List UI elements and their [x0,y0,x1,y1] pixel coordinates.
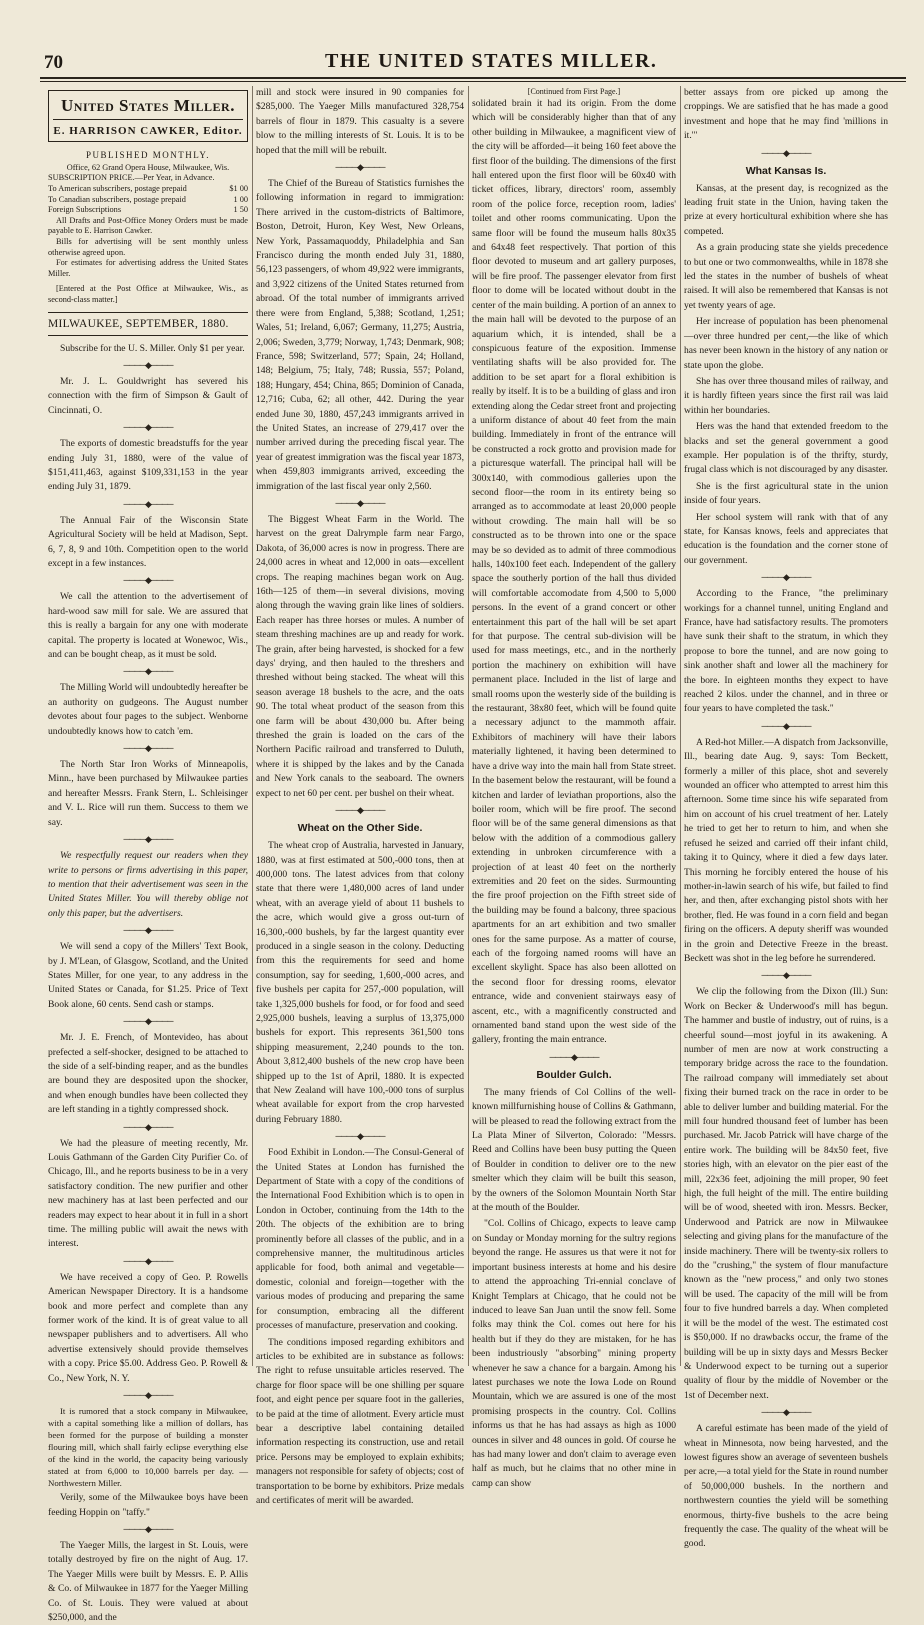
page-number: 70 [44,52,63,73]
paragraph: The North Star Iron Works of Minneapolis, Minn., have been purchased by Milwaukee parties and hereafter Messrs. Frank Stern, L. Schleisinger and V. L. Rice will run them. Success to them we say. [48,759,248,828]
price-row-foreign [48,205,248,216]
separator-ornament [48,1014,248,1028]
price-value: 1 00 [233,194,248,204]
paragraph: solidated brain it had its origin. From the dome which will be considerably higher than that of any other building in Milwaukee, a magnificent view of the city will be afforded—it being 160 feet above the first floor of the building. The dimensions of the first hall entered upon the first floor will be 60x40 with ticket offices, library, directors' room, assembly room of the police force, reception room, ladies' toilet and other rooms communicating. Upon the same floor will be found the museum halls 80x35 and 64x48 feet respectively. That portion of this floor devoted to museum and art gallery purposes, will be fire proof. The passenger elevator from first floor to dome will be located without doubt in the center of the main building. A portion of an annex to the main hall will be devoted to the purpose of an aquarium which, it is intended, shall be a conspicuous feature of the exposition. Immense ventilating shafts will be also provided for. The addition to be set apart for a floral exhibition is really by itself. It is to be a building of glass and iron extending along the Cedar street front and projecting a uniform distance of about 40 feet from the main building. Immediately in front of the entrance will be constructed a rock grotto and provision made for a picturesque waterfall. The principal hall will be 300x140, with commodious galleries upon the second floor—the room in its entirety being so arranged as to accommodate at least 20,000 people without crowding. The main hall will be so constructed as to be thrown into one or the space may be so devided as to admit of three commodious halls, 140x100 feet each. Independent of the gallery space the southerly portion of the hall thus divided will comfortable accomodate from 4,500 to 5,000 persons. In the event of a grand concert or other entertainment this part of the hall will be set apart for that purpose. The central sub-division will be used for mass meetings, etc., and in the northerly portion the machinery on exhibition will have permanent place. Included in the list of large and small rooms upon the westerly side of the building is the restaurant, 38x80 feet, which will be found quite a necessary adjunct to the mammoth affair. Exhibitors of machinery will have their labors materially lightened, it having been determined to have a drive way into the main hall from State street. In the basement below the restaurant, will be found a kitchen and larder of leviathan proportions, also the boiler room, which will be fire proof. The second floor will be of the same general dimensions as that below with the addition of a commodious gallery extending in unbroken circumference with a projection of at least 40 feet on the northerly extremities and 20 feet on the sides. Surmounting the fire proof projection on the Fifth street side of the building may be found a balcony, three spacious apartments for an art exhibition and two smaller ones for the same purpose. As a matter of course, each of the forgoing named rooms will have an excellent skylight. Space has also been allotted on the second floor for dressing rooms, elevator entrance, wide and convenient stairways easy of ascent, etc., with a magnificently constructed and ornamented band stand upon the west side of the gallery, fronting the main entrance. [472,98,676,1046]
paragraph: The Milling World will undoubtedly hereafter be an authority on gudgeons. The August number devotes about four pages to the subject. Wenborne undoubtedly knows how to catch 'em. [48,682,248,737]
italic-notice [48,849,248,921]
published-line: PUBLISHED MONTHLY. [86,150,210,161]
section-heading: Wheat on the Other Side. [297,822,423,835]
price-row-canada [48,195,248,206]
notice: Bills for advertising will be sent monthly unless otherwise agreed upon. [48,236,248,257]
paragraph: We will send a copy of the Millers' Text Book, by J. M'Lean, of Glasgow, Scotland, and the United States Miller, for one year, to any address in the United States or Canada, for $1.25. Price of Text Book alone, 60 cents. Send cash or stamps. [48,941,248,1010]
column-3 [472,86,676,1489]
masthead: THE UNITED STATES MILLER. [325,50,658,72]
separator-ornament [48,664,248,678]
paragraph: mill and stock were insured in 90 companies for $285,000. The Yaeger Mills manufactured 328,754 barrels of flour in 1879. This casualty is a severe blow to the milling interests of St. Louis. It is to be hoped that the mill will be rebuilt. [256,87,464,156]
column-divider [680,86,681,1366]
paragraph: A Red-hot Miller.—A dispatch from Jacksonville, Ill., bearing date Aug. 9, says: Tom Beckett, formerly a miller of this place, shot and severely wounded an officer who attempted to arrest him this afternoon. Some time since his wife separated from him on account of his cruel treatment of her. Lately he tried to get her to return to him, and when she refused he seized and carried off their infant child, taking it to Quincy, where it died a few days later. This morning he forcibly entered the house of his mother-in-lawin search of his wife, but failed to find her, and then, after exchanging pistol shots with her brother, fled. He was found in a corn field and began firing on the officers. A deputy sheriff was wounded in the groin and Detective Freeze in the breast. Beckett was shot in the leg before he surrendered. [684,736,888,964]
continued-note: [Continued from First Page.] [527,87,621,96]
column-divider [252,86,253,1366]
paragraph: The Yaeger Mills, the largest in St. Louis, were totally destroyed by fire on the night of Aug. 17. The Yaeger Mills were built by Messrs. E. P. Allis & Co. of Milwaukee in 1877 for the Yaeger Milling Co. of St. Louis. They were valued at about $250,000, and the [48,1539,248,1623]
paragraph: The Annual Fair of the Wisconsin State Agricultural Society will be held at Madison, Sept. 6, 7, 8, 9 and 10th. Competition open to the world except in a few instances. [48,514,248,569]
paper-title: United States Miller. [53,95,243,120]
entered-notice: [Entered at the Post Office at Milwaukee, Wis., as second-class matter.] [48,284,248,304]
paragraph: We call the attention to the advertisement of hard-wood saw mill for sale. We are assured that this is really a bargain for any one with moderate capital. The property is located at Wonewoc, Wis., and can be bought cheap, as it must be sold. [48,591,248,661]
separator-ornament [256,803,464,817]
price-label: To American subscribers, postage prepaid [48,184,187,193]
column-divider [468,86,469,1366]
separator-ornament [256,496,464,510]
paragraph: Hers was the hand that extended freedom to the blacks and set the general government a good example. Her population is of the thrifty, sturdy, frugal class which is not discouraged by any disaster. [684,421,888,476]
separator-ornament [256,160,464,174]
paragraph: better assays from ore picked up among the croppings. We are satisfied that he has made a good investment and hope that he may find 'millions in it.'" [684,87,888,142]
separator-ornament [48,1120,248,1134]
header-rule-thin [40,81,906,82]
paragraph: As a grain producing state she yields precedence to but one or two commonwealths, while in 1878 she led the states in the number of bushels of wheat raised. It will also be remembered that Kansas is not yet twenty years of age. [684,242,888,311]
separator-ornament [684,570,888,584]
separator-ornament [48,923,248,937]
paragraph: Mr. J. E. French, of Montevideo, has about prefected a self-shocker, designed to be attached to the side of a self-binding reaper, and as the bundles are bound they are desposited upon the shocker, and when enough bundles have been collected they are left standing in a tightly compressed shock. [48,1032,248,1116]
paragraph: Kansas, at the present day, is recognized as the leading fruit state in the Union, having taken the prize at every horticultural exhibition where she has competed. [684,182,888,237]
price-value: 1 50 [233,205,248,215]
price-value: $1 00 [229,184,248,193]
separator-ornament [48,497,248,511]
price-label: Foreign Subscriptions [48,205,122,215]
paragraph: We clip the following from the Dixon (Ill.) Sun: Work on Becker & Underwood's mill has begun. The hammer and bustle of industry, out of ruins, is a cheerful sound—most joyful in its awakening. A number of men are now at work constructing a temporary bridge across the race to the foundation. The railroad company will immediately set about fixing their burned track on the race in order to be able to deliver lumber and building material. For the mill four hundred thousand feet of lumber has been purchased. Mr. Jacob Patrick will have charge of the entire work. The building will be 84x50 feet, five stories high, with an elevator on the pier east of the mill, 22x36 feet, adjoining the mill proper, 90 feet high, the full height of the mill. The entire building will be of wood, sheeted with iron. Messrs. Becker, Underwood and Patrick are now in Milwaukee selecting and giving plans for the manufacture of the inside machinery. There will be twenty-six rollers to do the "crushing," the system of flour manufacture known as the "new process," and only two stones will be used. The capacity of the mill will be from four to five hundred barrels a day. When completed it will be the model of the west. The estimated cost is $50,000. If no drawbacks occur, the frame of the building will be up in sixty days and Messrs Becker & Underwood expect to be turning out a superior quality of flour by the middle of November or the 1st of December next. [684,986,888,1401]
paragraph: We respectfully request our readers when they write to persons or firms advertising in this paper, to mention that their advertisement was seen in the United States Miller. You will thereby oblige not only this paper, but the advertisers. [48,850,248,919]
notice: For estimates for advertising address the United States Miller. [48,258,248,278]
separator-ornament [48,1254,248,1268]
separator-ornament [684,146,888,160]
paragraph: Mr. J. L. Gouldwright has severed his connection with the firm of Simpson & Gault of Cincinnati, O. [48,375,248,416]
paragraph: The exports of domestic breadstuffs for the year ending July 31, 1880, were of the value of $151,411,463, against $109,331,153 in the year ending July 31, 1879. [48,438,248,493]
price-label: To Canadian subscribers, postage prepaid [48,194,186,204]
paragraph: It is rumored that a stock company in Milwaukee, with a capital something like a million of dollars, has been formed for the purpose of building a monster flouring mill, which shall fairly eclipse everything else of the kind in the world, the capacity being variously stated at from 6,000 to 10,000 barrels per day. —Northwestern Miller. [48,1406,248,1489]
separator-ornament [48,573,248,587]
paragraph: She has over three thousand miles of railway, and it is hardly fifteen years since the first rail was laid within her boundaries. [684,375,888,416]
notice: All Drafts and Post-Office Money Orders must be made payable to E. Harrison Cawker. [48,215,248,236]
office-line: Office, 62 Grand Opera House, Milwaukee, Wis. [66,162,230,172]
paragraph: We have received a copy of Geo. P. Rowells American Newspaper Directory. It is a handsome book and more perfect and complete than any former work of the kind. It is of great value to all newspaper publishers and to advertisers. All who advertise extensively should provide themselves with a copy. Price $5.00. Address Geo. P. Rowell & Co., New York, N. Y. [48,1271,248,1384]
dateline: MILWAUKEE, SEPTEMBER, 1880. [48,312,248,336]
paragraph: The Biggest Wheat Farm in the World. The harvest on the great Dalrymple farm near Fargo, Dakota, of 36,000 acres is now in progress. There are 24,000 acres in wheat and 12,000 in oats—excellent crops. The reaping machines began work on Aug. 16th—125 of them—in several divisions, moving along through the waving grain like lines of soldiers. Each reaper has three horses or mules. A number of steam threshing machines are up and ready for work. The grain, after being harvested, is shocked for a few days' drying, and then hauled to the threshers and threshed without being stacked. The wheat will this season average 18 bushels to the acre, and the oats 90. The total wheat product of the season from this one farm will be about 430,000 bu. After being threshed the grain is loaded on the cars of the Northern Pacific railroad and transferred to Duluth, where it is shipped by the lakes and by the Canada and New York canals to the seaboard. The owners expect to net 60 per cent. per bushel on their wheat. [256,513,464,799]
section-heading: What Kansas Is. [745,164,827,177]
paragraph: "Col. Collins of Chicago, expects to leave camp on Sunday or Monday morning for the sultry regions beyond the range. He assures us that were it not for important business interests at home and his desire to attend the approaching Tri-ennial conclave of Knight Templars at Chicago, that he could not be induced to leave San Juan until the snow fell. Some folks may think the Col. comes out here for his health but if they do they are mistaken, for he has been industriously "absorbing" mining property whenever he saw a chance for a bargain. Among his latest purchases we note the Iowa Lode on Round Mountain, which we are assured is one of the most promising prospects in the country. Col. Collins informs us that he has had assays as high as 1000 ounces in silver and 48 ounces in gold. Of course he has had many lower and don't claim to average even half as much, but he claims that no other mine in camp can show [472,1218,676,1489]
paragraph: We had the pleasure of meeting recently, Mr. Louis Gathmann of the Garden City Purifier Co. of Chicago, Ill., and he reports business to be in a very satisfactory condition. The new purifier and other new machinery has at last been perfected and our readers may expect to hear about it in full in a short time. The milling public will await the news with interest. [48,1137,248,1250]
separator-ornament [48,358,248,372]
price-row-us [48,184,248,195]
editor-line: E. HARRISON CAWKER, Editor. [53,125,243,137]
header-rule [40,77,906,79]
separator-ornament [48,1388,248,1402]
separator-ornament [48,741,248,755]
publisher-info [48,163,248,306]
paragraph: She is the first agricultural state in the union inside of four years. [684,480,888,507]
section-heading: Boulder Gulch. [536,1068,612,1081]
separator-ornament [48,1522,248,1536]
column-2 [256,86,464,1506]
paragraph: Verily, some of the Milwaukee boys have been feeding Hoppin on "taffy." [48,1492,248,1518]
paragraph: Subscribe for the U. S. Miller. Only $1 per year. [60,342,245,354]
column-4 [684,86,888,1550]
paragraph: A careful estimate has been made of the yield of wheat in Minnesota, now being harvested, and the lowest figures show an average of seventeen bushels per acre,—a total yield for the State in round number of 50,000,000 bushels. In the northern and northwestern counties the yield will be something enormous, thirty-five bushels to the acre being frequently the case. The quality of the wheat will be good. [684,1423,888,1550]
paragraph: The many friends of Col Collins of the well-known millfurnishing house of Collins & Gathmann, will be pleased to read the following extract from the La Plata Miner of Silverton, Colorado: "Messrs. Reed and Collins have been busy putting the Queen of Boulder in condition to deliver ore to the new smelter which they claim will be built this season, by the owners of the Solomon Mountain North Star at the mouth of the Boulder. [472,1086,676,1214]
paragraph: The conditions imposed regarding exhibitors and articles to be exhibited are in substance as follows: The right to refuse unsuitable articles reserved. The charge for floor space will be one shilling per square foot, and eight pence per square foot in the galleries, to be paid at the time of allotment. Every article must bear a descriptive label containing detailed information respecting its construction, use and retail price. Persons may be employed to explain exhibits; managers not responsible for safety of objects; cost of transportation to be borne by exhibitors. Prize medals and certificates of merit will be awarded. [256,1336,464,1506]
separator-ornament [684,719,888,733]
separator-ornament [684,1405,888,1419]
subscription-line: SUBSCRIPTION PRICE.—Per Year, in Advance. [48,173,215,183]
paragraph: According to the France, "the preliminary workings for a channel tunnel, uniting England and France, have had satisfactory results. The promoters have sunk their shaft to the stratum, in which they propose to bore the tunnel, and are now going to sink another shaft and lower all the machinery for the bore. In eighteen months they expect to have reached 2 kilos. under the channel, and in three or four years to have completed the task." [684,588,888,715]
paragraph: Food Exhibit in London.—The Consul-General of the United States at London has furnished the Department of State with a copy of the conditions of the International Food Exhibition which is to open in London in October, continuing from the 14th to the 20th. The objects of the exhibition are to bring prominently before all classes of the public, and in a comprehensive manner, the multitudinous articles applicable for food, both animal and vegetable—domestic, colonial and foreign—together with the various modes of producing and preparing the same for consumption, embracing all the different processes of manufacture, preservation and cooking. [256,1147,464,1332]
paragraph: Her school system will rank with that of any state, for Kansas knows, feels and appreciates that education is the foundation and the corner stone of our government. [684,511,888,566]
separator-ornament [256,1129,464,1143]
separator-ornament [48,420,248,434]
separator-ornament [472,1050,676,1064]
paragraph: Her increase of population has been phenomenal—over three hundred per cent,—the like of which has never been known in the history of any nation or state upon the globe. [684,316,888,371]
paragraph: The wheat crop of Australia, harvested in January, 1880, was at first estimated at 500,-000 tons, then at 400,000 tons. The latest advices from that colony state that there were 1,480,000 acres of land under wheat, with an average yield of about 11 bushels to the acre, which would give a gross out-turn of 16,300,-000 bushels, by far the largest quantity ever produced in a single season in the colony. Deducting from this the requirements for seed and home consumption, say for seeding, 1,600,-000 acres, and five bushels per capita for 257,-000 population, will take 1,325,000 bushels for food, or for food and seed 2,925,000 bushels, leaving a surplus of 13,375,000 bushels for export. This represents 361,500 tons shipping measurement, 2,240 pounds to the ton. About 3,812,400 bushels of the new crop have been shipped up to the 1st of April, 1880. It is expected that New Zealand will have 100,-000 tons of surplus wheat available for export from the crop harvested during February 1880. [256,840,464,1125]
column-1 [48,86,248,1623]
separator-ornament [48,832,248,846]
separator-ornament [684,968,888,982]
paragraph: The Chief of the Bureau of Statistics furnishes the following information in regard to immigration: There arrived in the custom-districts of Baltimore, Boston, Detroit, Huron, Key West, New Orleans, New York, Passamaquoddy, Philadelphia and San Francisco during the month ended July 31, 1880, 56,123 passengers, of whom 49,922 were immigrants, and 3,922 citizens of the United States returned from abroad. Of the total number of immigrants arrived there were from England, 5,388; Scotland, 1,251; Wales, 51; Ireland, 6,067; Germany, 11,275; Austria, 2,006; Sweden, 3,779; Norway, 1,743; Denmark, 908; France, 598; Switzerland, 577; Spain, 24; Holland, 148; Belgium, 75; Italy, 748; Russia, 557; Poland, 188; Hungary, 454; China, 865; Dominion of Canada, 12,716; Cuba, 62; all other, 442. During the year ended June 30, 1880, 457,243 immigrants arrived in the United States, an increase of 279,417 over the number arrived during the preceding fiscal year. The year of greatest immigration was the fiscal year 1873, when 459,803 immigrants arrived, exceeding the immigration of the last fiscal year only 2,560. [256,178,464,492]
masthead-box [48,90,248,142]
